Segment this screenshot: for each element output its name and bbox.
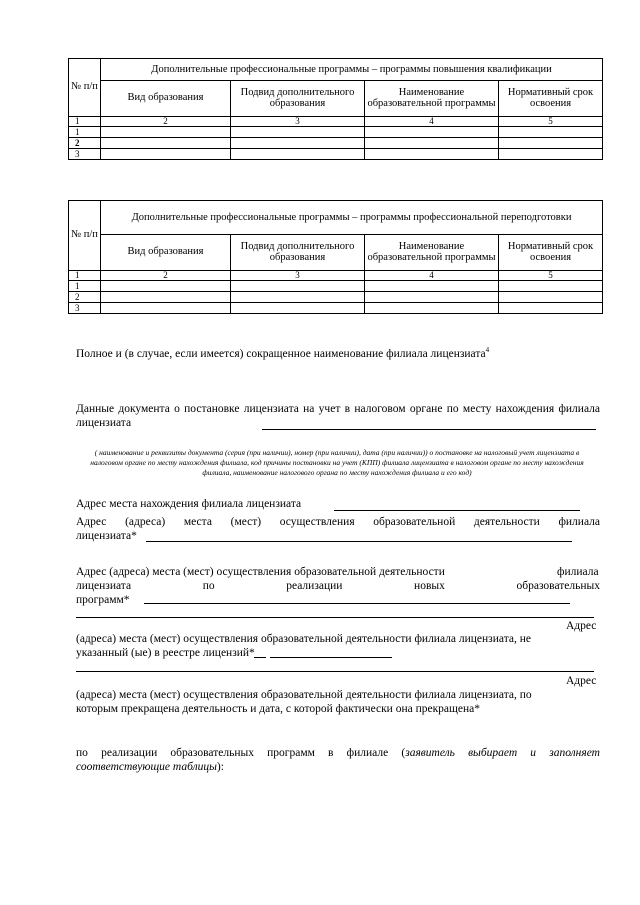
table-cell[interactable] <box>365 127 499 138</box>
column-number: 4 <box>365 271 499 281</box>
row-number-bold: 2 <box>75 138 80 148</box>
table-cell[interactable] <box>101 149 231 160</box>
column-header: Подвид дополнительного образования <box>231 235 365 271</box>
edu-address-label-line1: Адрес (адреса) места (мест) осуществления образовательной деятельности филиала <box>76 516 600 528</box>
branch-address-label: Адрес места нахождения филиала лицензиата <box>76 498 302 510</box>
table-cell[interactable] <box>499 127 603 138</box>
tax-document-label <box>76 402 600 430</box>
tax-document-field-line[interactable] <box>262 429 596 430</box>
tax-document-note: ( наименование и реквизиты документа (серия (при наличии), номер (при наличии), дата (при наличии)) о постановке на налоговый учет лицензиата в налоговом органе по месту нахождения филиала, код причины постановки на учет (КПП) филиала лицензиата в налоговом органе по месту нахождения филиала, наименование налогового органа по месту нахождения филиала и его код) <box>90 448 584 477</box>
final-text-italic-2: соответствующие таблицы <box>76 761 217 773</box>
new-programs-field-line-2[interactable] <box>76 617 594 618</box>
not-in-register-label-line2: указанный (ые) в реестре лицензий* <box>76 647 255 659</box>
tax-document-text: Данные документа о постановке лицензиата на учет в налоговом органе по месту нахождения филиала лицензиата <box>76 403 600 429</box>
table-cell[interactable] <box>365 149 499 160</box>
column-header: Вид образования <box>101 81 231 117</box>
table-cell[interactable] <box>499 303 603 314</box>
table-cell[interactable] <box>365 138 499 149</box>
not-in-register-field-line-2[interactable] <box>270 657 392 658</box>
not-in-register-field-line-3[interactable] <box>76 671 594 672</box>
table-cell[interactable] <box>101 138 231 149</box>
table-cell[interactable] <box>101 127 231 138</box>
table-cell[interactable] <box>231 149 365 160</box>
table-row <box>69 303 603 314</box>
table-num-header: № п/п <box>69 59 101 117</box>
column-header: Вид образования <box>101 235 231 271</box>
new-programs-label-line1a: Адрес (адреса) места (мест) осуществления образовательной деятельности <box>76 566 445 578</box>
new-programs-label-line2: лицензиата по реализации новых образовательных <box>76 580 600 592</box>
final-instruction-line2 <box>76 760 224 774</box>
table-cell[interactable] <box>499 281 603 292</box>
row-number: 3 <box>69 149 101 160</box>
row-number <box>69 138 101 149</box>
row-number: 1 <box>69 127 101 138</box>
retraining-programs-table <box>68 200 603 314</box>
table-cell[interactable] <box>231 303 365 314</box>
table-cell[interactable] <box>101 303 231 314</box>
column-header: Нормативный срок освоения <box>499 81 603 117</box>
column-number: 5 <box>499 271 603 281</box>
row-number: 3 <box>69 303 101 314</box>
not-in-register-prefix: Адрес <box>566 620 597 632</box>
final-text-italic: заявитель выбирает и заполняет <box>405 747 600 759</box>
column-header: Наименование образовательной программы <box>365 81 499 117</box>
table-row <box>69 281 603 292</box>
table-cell[interactable] <box>499 149 603 160</box>
qualification-programs-table <box>68 58 603 160</box>
edu-address-field-line[interactable] <box>146 541 572 542</box>
table-cell[interactable] <box>231 281 365 292</box>
row-number: 2 <box>69 292 101 303</box>
column-number: 3 <box>231 271 365 281</box>
table-num-header: № п/п <box>69 201 101 271</box>
column-number: 1 <box>69 271 101 281</box>
final-text-a: по реализации образовательных программ в филиале ( <box>76 747 406 759</box>
table-cell[interactable] <box>231 292 365 303</box>
branch-name-label <box>76 343 600 361</box>
column-header: Наименование образовательной программы <box>365 235 499 271</box>
new-programs-label-line1b: филиала <box>557 566 599 578</box>
table-cell[interactable] <box>499 138 603 149</box>
column-header: Подвид дополнительного образования <box>231 81 365 117</box>
table-cell[interactable] <box>499 292 603 303</box>
column-number: 2 <box>101 117 231 127</box>
not-in-register-field-line[interactable] <box>254 657 266 658</box>
table-cell[interactable] <box>365 292 499 303</box>
row-number: 1 <box>69 281 101 292</box>
footnote-mark: 4 <box>485 346 490 354</box>
table-row <box>69 138 603 149</box>
new-programs-label-line3: программ* <box>76 594 130 606</box>
final-text-b: ): <box>216 761 224 773</box>
stopped-label-line1: (адреса) места (мест) осуществления образовательной деятельности филиала лицензиата, по <box>76 689 532 701</box>
column-number: 4 <box>365 117 499 127</box>
table-row <box>69 127 603 138</box>
column-number: 2 <box>101 271 231 281</box>
column-number: 3 <box>231 117 365 127</box>
not-in-register-label-line1: (адреса) места (мест) осуществления образовательной деятельности филиала лицензиата, не <box>76 633 531 645</box>
table-cell[interactable] <box>365 303 499 314</box>
column-number: 1 <box>69 117 101 127</box>
table-cell[interactable] <box>231 127 365 138</box>
table-cell[interactable] <box>101 281 231 292</box>
branch-address-field-line[interactable] <box>334 510 580 511</box>
table-cell[interactable] <box>365 281 499 292</box>
new-programs-field-line[interactable] <box>144 603 570 604</box>
stopped-label-line2: которым прекращена деятельность и дата, с которой фактически она прекращена* <box>76 703 481 715</box>
branch-name-text: Полное и (в случае, если имеется) сокращенное наименование филиала лицензиата <box>76 347 486 360</box>
edu-address-label-line2: лицензиата* <box>76 530 137 542</box>
table-cell[interactable] <box>231 138 365 149</box>
table-caption: Дополнительные профессиональные программы – программы повышения квалификации <box>101 59 603 81</box>
column-number: 5 <box>499 117 603 127</box>
table-row <box>69 149 603 160</box>
final-instruction-line1 <box>76 746 600 760</box>
column-header: Нормативный срок освоения <box>499 235 603 271</box>
table-cell[interactable] <box>101 292 231 303</box>
stopped-prefix: Адрес <box>566 675 597 687</box>
table-row <box>69 292 603 303</box>
table-caption: Дополнительные профессиональные программы – программы профессиональной переподготовки <box>101 201 603 235</box>
